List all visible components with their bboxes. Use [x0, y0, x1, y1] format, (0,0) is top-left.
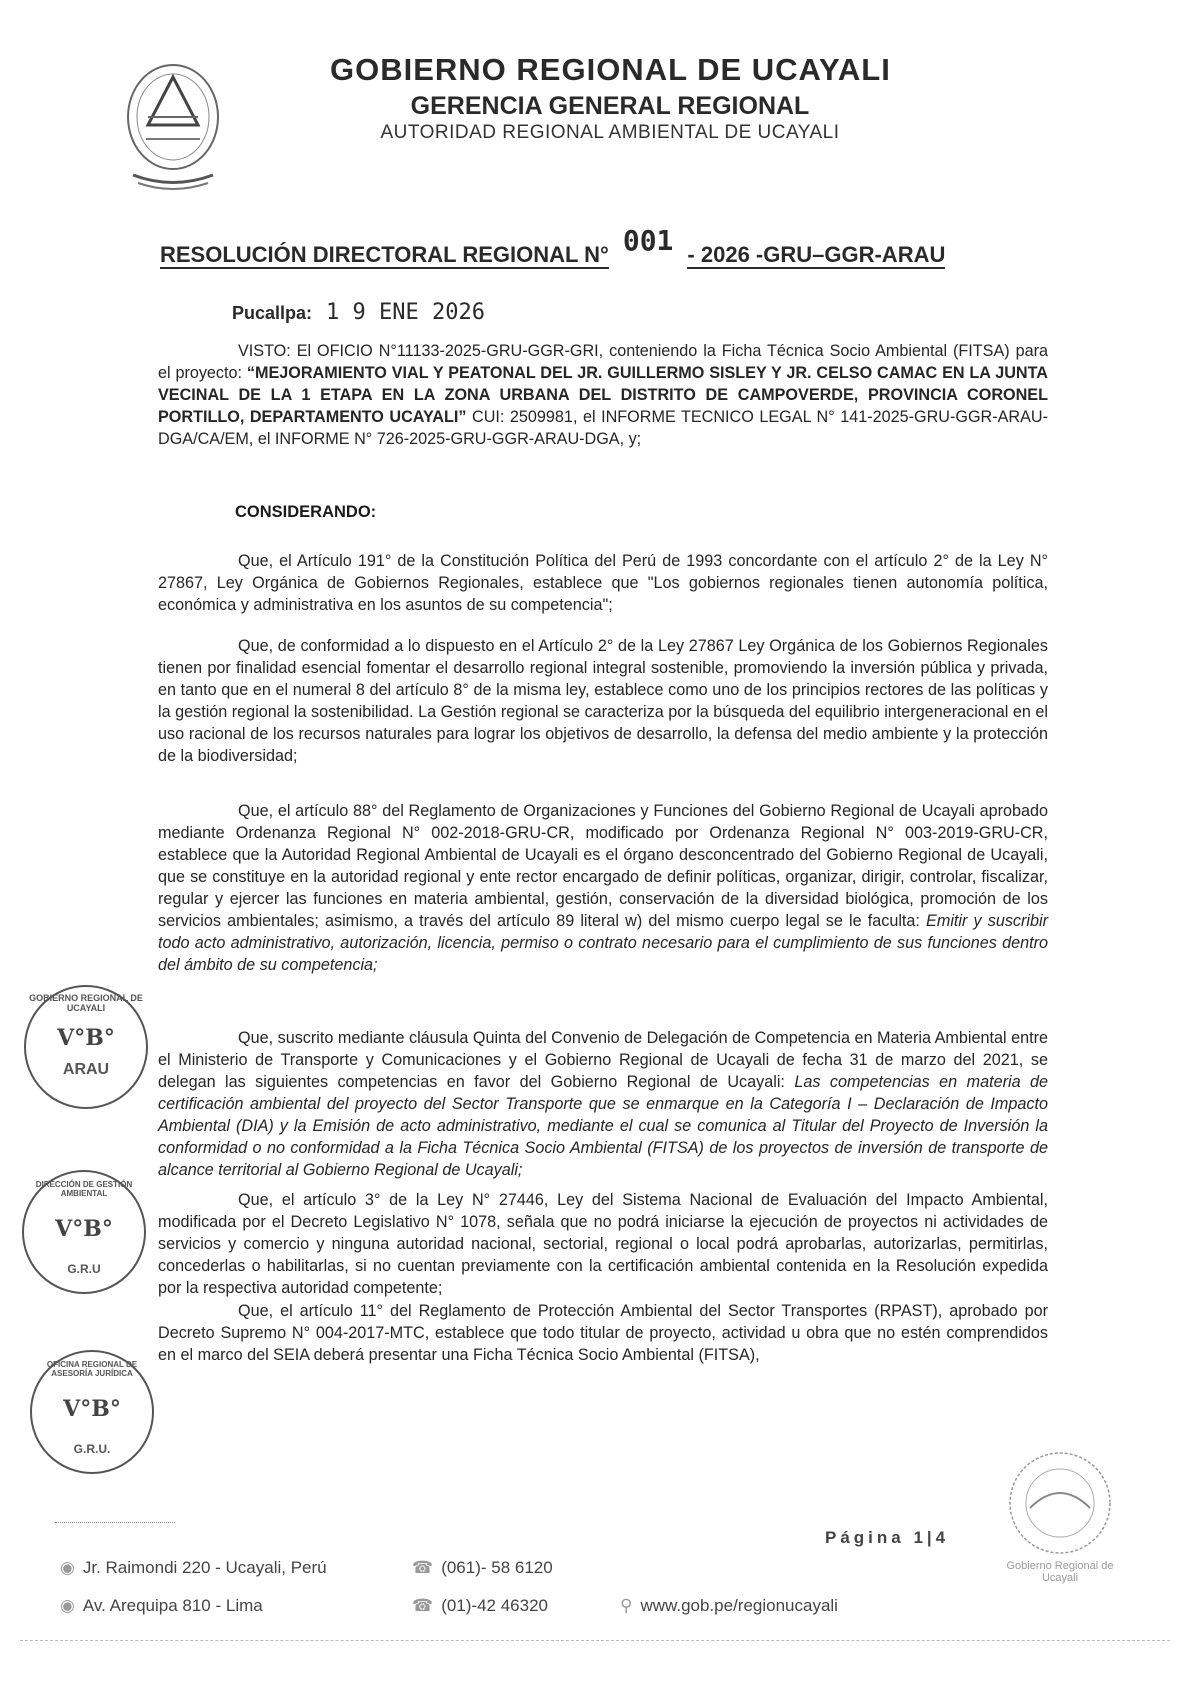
date-line: [232, 300, 485, 325]
location-icon: ◉: [60, 1558, 75, 1577]
address-2: Av. Arequipa 810 - Lima: [82, 1596, 263, 1615]
footer-phone-2: [412, 1596, 548, 1616]
visto-project: “MEJORAMIENTO VIAL Y PEATONAL DEL JR. GUILLERMO SISLEY Y JR. CELSO CAMAC EN LA JUNTA VECINAL DE LA 1 ETAPA EN LA ZONA URBANA DEL DISTRITO DE CAMPOVERDE, PROVINCIA CORONEL PORTILLO, DEPARTAMENTO UCAYALI”: [158, 364, 1048, 426]
phone-1: (061)- 58 6120: [441, 1558, 553, 1577]
stamp-vb-mark: V°B°: [63, 1396, 121, 1422]
page-number: Página 1|4: [825, 1528, 950, 1547]
stamp-ring-text: GOBIERNO REGIONAL DE UCAYALI: [29, 993, 143, 1013]
web-icon: ⚲: [620, 1596, 633, 1615]
phone-2: (01)-42 46320: [441, 1596, 548, 1615]
considerando-paragraph-6: [158, 1300, 1048, 1366]
paragraph-quote: Emitir y suscribir todo acto administrativo, autorización, licencia, permiso o contrato necesario para el cumplimiento de sus funciones dentro del ámbito de su competencia;: [158, 912, 1049, 974]
resolution-suffix: - 2026 -GRU–GGR-ARAU: [687, 242, 946, 267]
scan-edge: [20, 1640, 1170, 1653]
autoridad-title: AUTORIDAD REGIONAL AMBIENTAL DE UCAYALI: [380, 122, 840, 143]
visto-text-1: VISTO: El OFICIO N°11133-2025-GRU-GGR-GRI, conteniendo la Ficha Técnica Socio Ambiental (FITSA) para el proyecto:: [158, 342, 1048, 382]
phone-icon: ☎: [412, 1596, 434, 1615]
footer-address-lima-ucayali: [60, 1558, 327, 1578]
paragraph-text: Que, el Artículo 191° de la Constitución Política del Perú de 1993 concordante con el artículo 2° de la Ley N° 27867, Ley Orgánica de Gobiernos Regionales, establece que "Los gobiernos regionales tienen autonomía política, económica y administrativa en los asuntos de su competencia";: [158, 552, 1048, 614]
resolution-title: [160, 224, 1040, 269]
considerando-paragraph-5: [158, 1189, 1048, 1299]
stamp-vb-mark: V°B°: [55, 1216, 113, 1242]
visto-text-2: CUI: 2509981, el INFORME TECNICO LEGAL N° 141-2025-GRU-GGR-ARAU-DGA/CA/EM, el INFORME N° 726-2025-GRU-GGR-ARAU-DGA, y;: [158, 408, 1048, 448]
stamp-asesoria-juridica: [30, 1350, 154, 1474]
stamp-bottom-text: G.R.U: [67, 1262, 101, 1276]
paragraph-quote: Las competencias en materia de certificación ambiental del proyecto del Sector Transporte que se enmarque en la Categoría I – Declaración de Impacto Ambiental (DIA) y la Emisión de acto administrativo, mediante el cual se comunica al Titular del Proyecto de Inversión la conformidad o no conformidad a la Ficha Técnica Socio Ambiental (FITSA) de los proyectos de inversión de transporte de alcance territorial al Gobierno Regional de Ucayali;: [158, 1073, 1048, 1179]
stamp-bottom-text: G.R.U.: [73, 1442, 111, 1456]
footer-web: [620, 1596, 838, 1616]
phone-icon: ☎: [412, 1558, 434, 1577]
paragraph-text: Que, el artículo 11° del Reglamento de Protección Ambiental del Sector Transportes (RPAST), aprobado por Decreto Supremo N° 004-2017-MTC, establece que todo titular de proyecto, actividad u obra que no estén comprendidos en el marco del SEIA deberá presentar una Ficha Técnica Socio Ambiental (FITSA),: [158, 1302, 1048, 1364]
stamp-bottom-text: ARAU: [62, 1061, 110, 1078]
stamp-arau: [24, 985, 148, 1109]
seal-caption: Gobierno Regional de Ucayali: [1006, 1560, 1114, 1584]
date-stamp: 1 9 ENE 2026: [326, 300, 485, 325]
considerando-paragraph-1: [158, 550, 1048, 616]
stamp-vb-mark: V°B°: [57, 1025, 115, 1051]
considerando-heading: CONSIDERANDO:: [235, 503, 377, 521]
location-icon: ◉: [60, 1596, 75, 1615]
date-place: Pucallpa:: [232, 303, 313, 323]
paragraph-text: Que, suscrito mediante cláusula Quinta del Convenio de Delegación de Competencia en Materia Ambiental entre el Ministerio de Transporte y Comunicaciones y el Gobierno Regional de Ucayali de fecha 31 de marzo del 2021, se delegan las siguientes competencias en favor del Gobierno Regional de Ucayali:: [158, 1029, 1048, 1091]
paragraph-text: Que, de conformidad a lo dispuesto en el Artículo 2° de la Ley 27867 Ley Orgánica de los Gobiernos Regionales tienen por finalidad esencial fomentar el desarrollo regional integral sostenible, promoviendo la inversión pública y privada, en tanto que en el numeral 8 del artículo 8° de la misma ley, establece como uno de los principios rectores de las políticas y la gestión regional la sostenibilidad. La Gestión regional se caracteriza por la búsqueda del equilibrio intergeneracional en el uso racional de los recursos naturales para lograr los objetivos de desarrollo, la defensa del medio ambiente y la protección de la biodiversidad;: [158, 637, 1048, 765]
footer-address-lima: [60, 1596, 263, 1616]
paragraph-text: Que, el artículo 3° de la Ley N° 27446, Ley del Sistema Nacional de Evaluación del Impacto Ambiental, modificada por el Decreto Legislativo N° 1078, señala que no podrá iniciarse la ejecución de proyectos ni actividades de servicios y comercio y ninguna autoridad nacional, sectorial, regional o local podrá aprobarlas, autorizarlas, permitirlas, concederlas o habilitarlas, si no cuentan previamente con la certificación ambiental contenida en la Resolución expedida por la respectiva autoridad competente;: [158, 1191, 1048, 1297]
address-1: Jr. Raimondi 220 - Ucayali, Perú: [82, 1558, 327, 1577]
stamp-ring-text: OFICINA REGIONAL DE ASESORÍA JURÍDICA: [46, 1360, 138, 1378]
paragraph-text: Que, el artículo 88° del Reglamento de Organizaciones y Funciones del Gobierno Regional de Ucayali aprobado mediante Ordenanza Regional N° 002-2018-GRU-CR, modificado por Ordenanza Regional N° 003-2019-GRU-CR, establece que la Autoridad Regional Ambiental de Ucayali es el órgano desconcentrado del Gobierno Regional de Ucayali, que se constituye en la autoridad regional y ente rector encargado de definir políticas, organizar, dirigir, controlar, fiscalizar, regular y ejercer las funciones en materia ambiental, gestión, conservación de la diversidad biológica, promoción de los servicios ambientales; asimismo, a través del artículo 89 literal w) del mismo cuerpo legal se le faculta:: [158, 802, 1048, 930]
resolution-number: 001: [622, 224, 674, 257]
stamp-ring-text: DIRECCIÓN DE GESTIÓN AMBIENTAL: [35, 1180, 133, 1198]
institution-seal-icon: [1005, 1448, 1115, 1558]
stamp-gestion-ambiental: [22, 1170, 146, 1294]
visto-paragraph: [158, 340, 1048, 450]
resolution-prefix: RESOLUCIÓN DIRECTORAL REGIONAL N°: [160, 242, 609, 267]
footer-phone-1: [412, 1558, 553, 1578]
government-title: GOBIERNO REGIONAL DE UCAYALI: [330, 52, 891, 87]
considerando-paragraph-2: [158, 635, 1048, 767]
footer-divider: [55, 1522, 175, 1523]
gerencia-title: GERENCIA GENERAL REGIONAL: [410, 92, 810, 120]
considerando-paragraph-3: [158, 800, 1048, 976]
considerando-paragraph-4: [158, 1027, 1048, 1181]
regional-emblem-icon: [118, 55, 228, 195]
website-link[interactable]: www.gob.pe/regionucayali: [640, 1596, 838, 1615]
